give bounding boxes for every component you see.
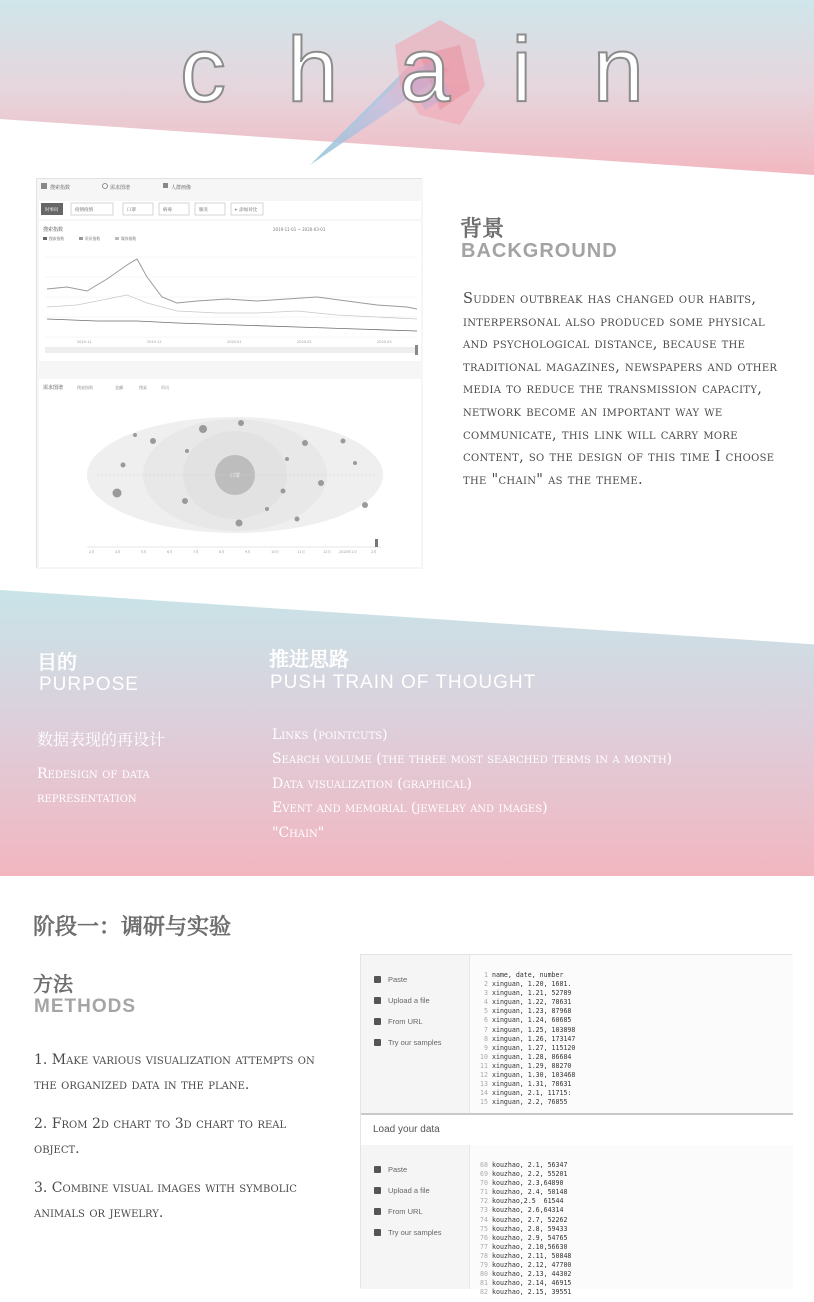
lower-tab[interactable]: 搜索指数 <box>77 385 93 390</box>
thought-item: Data visualization (graphical) <box>272 775 472 792</box>
line-text: xinguan, 1.24, 60685 <box>492 1016 572 1025</box>
line-number: 1 <box>484 971 488 979</box>
header-option[interactable]: 人群画像 <box>171 185 192 191</box>
code-line <box>476 989 793 998</box>
line-text: xinguan, 1.31, 78631 <box>492 1080 572 1089</box>
upload-option[interactable] <box>361 990 469 1011</box>
bottom-tick: 8月 <box>219 550 225 554</box>
line-text: kouzhao, 2.3,64890 <box>492 1179 564 1188</box>
hero-title <box>180 20 650 120</box>
bottom-tick: 12月 <box>323 550 331 554</box>
purpose-title-zh: 目的 <box>37 650 77 674</box>
line-number: 6 <box>484 1016 488 1025</box>
line-number: 14 <box>480 1089 488 1098</box>
code-line <box>476 1216 793 1225</box>
line-number: 75 <box>480 1224 488 1233</box>
panel-title: 搜索指数 <box>43 227 64 233</box>
code-line <box>476 1243 793 1252</box>
line-text: xinguan, 1.21, 52789 <box>492 989 572 998</box>
samples-icon <box>374 1039 381 1046</box>
toolbar-item[interactable]: 肺炎 <box>199 208 208 213</box>
code-line <box>476 1234 793 1243</box>
line-number: 82 <box>480 1288 488 1297</box>
option-label: Try our samples <box>388 1038 442 1047</box>
code-line <box>476 1053 793 1062</box>
line-text: kouzhao,2.5 61544 <box>492 1197 564 1206</box>
line-number: 12 <box>480 1071 488 1080</box>
line-text: kouzhao, 2.15, 39551 <box>492 1288 572 1297</box>
thought-title-zh: 推进思路 <box>269 647 349 671</box>
method-step: 2. From 2d chart to 3d chart to real object. <box>34 1116 287 1157</box>
hero-letter: h <box>287 18 345 121</box>
line-number: 70 <box>480 1179 488 1188</box>
thought-item: Event and memorial (jewelry and images) <box>272 800 548 817</box>
thought-item: "Chain" <box>272 824 325 841</box>
upload-icon <box>374 997 381 1004</box>
thought-title-en: PUSH TRAIN OF THOUGHT <box>270 672 537 693</box>
toolbar-item[interactable]: 疫情疫情 <box>75 208 93 213</box>
add-compare-button[interactable]: + 添加对比 <box>234 208 258 213</box>
line-text: name, date, number <box>492 971 564 979</box>
method-step: 1. Make various visualization attempts on the organized data in the plane. <box>34 1052 315 1093</box>
code-line <box>476 1179 793 1188</box>
toolbar-item[interactable]: 时事问 <box>45 208 59 213</box>
clipboard-icon <box>374 1166 381 1173</box>
samples-option[interactable] <box>361 1032 469 1053</box>
line-text: kouzhao, 2.4, 50148 <box>492 1188 568 1197</box>
header-option[interactable]: 搜索指数 <box>50 185 71 191</box>
x-tick: 2019-11 <box>77 340 92 344</box>
option-label: Try our samples <box>388 1228 442 1237</box>
code-line <box>476 1225 793 1234</box>
bottom-tick: 9月 <box>245 550 251 554</box>
line-number: 8 <box>484 1034 488 1043</box>
methods-steps <box>34 1048 324 1240</box>
line-number: 71 <box>480 1188 488 1197</box>
code-line <box>476 1279 793 1288</box>
code-line <box>476 1026 793 1035</box>
cloud-icon <box>374 1018 381 1025</box>
header-option[interactable]: 需求图谱 <box>110 185 131 191</box>
code-line <box>476 1206 793 1215</box>
line-number: 68 <box>480 1161 488 1169</box>
option-label: Paste <box>388 1165 408 1174</box>
code-line <box>476 1007 793 1016</box>
url-option[interactable] <box>361 1011 469 1032</box>
background-title-zh: 背景 <box>460 217 505 242</box>
line-text: kouzhao, 2.6,64314 <box>492 1206 564 1215</box>
line-text: xinguan, 1.22, 78631 <box>492 998 572 1007</box>
purpose-subtitle-zh: 数据表现的再设计 <box>37 730 166 749</box>
line-number: 69 <box>480 1170 488 1179</box>
line-text: kouzhao, 2.14, 46915 <box>492 1279 572 1288</box>
code-line <box>476 1098 793 1107</box>
option-label: From URL <box>388 1017 423 1026</box>
clipboard-icon <box>374 976 381 983</box>
code-line <box>476 1044 793 1053</box>
code-line <box>476 1035 793 1044</box>
x-tick: 2020-03 <box>377 340 392 344</box>
load-data-label: Load your data <box>361 1113 793 1145</box>
option-label: Paste <box>388 975 408 984</box>
source-options <box>361 955 469 1113</box>
line-text: kouzhao, 2.12, 47700 <box>492 1261 572 1270</box>
bottom-tick: 6月 <box>167 550 173 554</box>
line-number: 13 <box>480 1080 488 1089</box>
data-panel-top <box>361 955 793 1113</box>
samples-option[interactable] <box>361 1222 469 1243</box>
legend-entry: 资讯指数 <box>85 236 101 241</box>
line-number: 7 <box>484 1025 488 1034</box>
samples-icon <box>374 1229 381 1236</box>
code-line <box>476 971 793 980</box>
hero-letter: c <box>180 18 232 121</box>
line-text: kouzhao, 2.7, 52262 <box>492 1215 568 1224</box>
line-number: 76 <box>480 1233 488 1242</box>
line-number: 78 <box>480 1251 488 1260</box>
option-label: From URL <box>388 1207 423 1216</box>
line-number: 72 <box>480 1197 488 1206</box>
x-tick: 2020-02 <box>297 340 312 344</box>
line-text: kouzhao, 2.13, 44302 <box>492 1270 572 1279</box>
line-number: 80 <box>480 1270 488 1279</box>
line-number: 4 <box>484 998 488 1007</box>
purpose-subtitle-en: Redesign of data representation <box>37 766 150 806</box>
code-line <box>476 1170 793 1179</box>
code-line <box>476 1270 793 1279</box>
line-text: xinguan, 1.26, 173147 <box>492 1034 576 1043</box>
code-line <box>476 1161 793 1170</box>
code-line <box>476 998 793 1007</box>
code-line <box>476 1071 793 1080</box>
line-number: 81 <box>480 1279 488 1288</box>
hero-letter: a <box>399 18 457 121</box>
line-text: kouzhao, 2.11, 50848 <box>492 1251 572 1260</box>
hero-letter: n <box>592 18 650 121</box>
purpose-title-en: PURPOSE <box>39 674 139 695</box>
background-title-en: BACKGROUND <box>461 240 618 262</box>
line-text: xinguan, 1.23, 87968 <box>492 1007 572 1016</box>
line-number: 74 <box>480 1215 488 1224</box>
lower-tab[interactable]: 全部 <box>115 385 123 390</box>
line-text: xinguan, 1.28, 86684 <box>492 1052 572 1061</box>
line-text: kouzhao, 2.8, 59433 <box>492 1224 568 1233</box>
stage-title: 阶段一：调研与实验 <box>33 915 232 940</box>
line-number: 10 <box>480 1052 488 1061</box>
paste-option[interactable] <box>361 969 469 990</box>
code-line <box>476 1261 793 1270</box>
bottom-tick: 11月 <box>297 550 305 554</box>
hero-letter: i <box>511 18 538 121</box>
search-index-screenshot <box>36 178 422 568</box>
line-number: 77 <box>480 1242 488 1251</box>
code-line <box>476 1089 793 1098</box>
code-line <box>476 1016 793 1025</box>
line-text: xinguan, 2.1, 11715: <box>492 1089 572 1098</box>
line-text: kouzhao, 2.10,56630 <box>492 1242 568 1251</box>
bottom-tick: 2020年1月 <box>339 550 358 554</box>
cloud-icon <box>374 1208 381 1215</box>
upload-option[interactable] <box>361 1180 469 1201</box>
data-loader-screenshot <box>360 954 792 1297</box>
lower-tab[interactable]: 搜索 <box>139 385 147 390</box>
line-text: xinguan, 2.2, 76855 <box>492 1098 568 1107</box>
line-text: xinguan, 1.29, 88270 <box>492 1061 572 1070</box>
lower-tab[interactable]: 资讯 <box>161 385 169 390</box>
line-text: xinguan, 1.30, 103468 <box>492 1071 576 1080</box>
bottom-tick: 10月 <box>271 550 279 554</box>
toolbar-item[interactable]: 病毒 <box>163 208 172 213</box>
background-body: Sudden outbreak has changed our habits, interpersonal also produced some physical and psychological distance, because the traditional magazines, newspapers and other media to reduce the transmission capacity, network become an important way we communicate, this link will carry more content, so the design of this time I choose the "chain" as the theme. <box>463 291 778 488</box>
data-panel-bottom <box>361 1145 793 1297</box>
line-text: xinguan, 1.25, 103898 <box>492 1025 576 1034</box>
method-step: 3. Combine visual images with symbolic animals or jewelry. <box>34 1180 297 1221</box>
option-label: Upload a file <box>388 1186 430 1195</box>
line-number: 15 <box>480 1098 488 1107</box>
methods-title-zh: 方法 <box>33 972 73 996</box>
line-text: xinguan, 1.20, 1681. <box>492 980 572 989</box>
date-range[interactable]: 2019-11-01 ~ 2020-03-01 <box>273 227 326 232</box>
line-text: kouzhao, 2.1, 56347 <box>492 1161 568 1169</box>
thought-item: Links (pointcuts) <box>272 727 388 743</box>
toolbar-item[interactable]: 口罩 <box>127 208 136 213</box>
x-tick: 2020-01 <box>227 340 242 344</box>
line-number: 73 <box>480 1206 488 1215</box>
bottom-tick: 2月 <box>371 550 377 554</box>
code-line <box>476 1188 793 1197</box>
legend-entry: 搜索指数 <box>49 236 65 241</box>
line-number: 5 <box>484 1007 488 1016</box>
paste-option[interactable] <box>361 1159 469 1180</box>
thought-item: Search volume (the three most searched terms in a month) <box>272 751 673 768</box>
methods-title-en: METHODS <box>34 996 136 1017</box>
line-text: kouzhao, 2.9, 54765 <box>492 1233 568 1242</box>
code-line <box>476 980 793 989</box>
source-options <box>361 1145 469 1289</box>
code-line <box>476 1080 793 1089</box>
line-number: 9 <box>484 1043 488 1052</box>
code-line <box>476 1062 793 1071</box>
url-option[interactable] <box>361 1201 469 1222</box>
line-number: 79 <box>480 1261 488 1270</box>
line-text: xinguan, 1.27, 115120 <box>492 1043 576 1052</box>
data-textarea[interactable] <box>469 1145 793 1297</box>
thought-list <box>272 723 792 845</box>
bottom-tick: 4月 <box>115 550 121 554</box>
option-label: Upload a file <box>388 996 430 1005</box>
line-number: 3 <box>484 989 488 998</box>
code-line <box>476 1197 793 1206</box>
legend-entry: 媒体指数 <box>121 236 137 241</box>
line-text: kouzhao, 2.2, 55201 <box>492 1170 568 1179</box>
code-line <box>476 1288 793 1297</box>
bottom-tick: 2月 <box>89 550 95 554</box>
bottom-tick: 5月 <box>141 550 147 554</box>
line-number: 2 <box>484 980 488 989</box>
upload-icon <box>374 1187 381 1194</box>
line-number: 11 <box>480 1061 488 1070</box>
x-tick: 2019-12 <box>147 340 162 344</box>
data-textarea[interactable] <box>469 955 793 1113</box>
code-line <box>476 1252 793 1261</box>
lower-panel-title: 需求图谱 <box>43 385 64 391</box>
search-index-graphic <box>37 179 423 569</box>
center-node: 口罩 <box>230 473 241 479</box>
bottom-tick: 7月 <box>193 550 199 554</box>
